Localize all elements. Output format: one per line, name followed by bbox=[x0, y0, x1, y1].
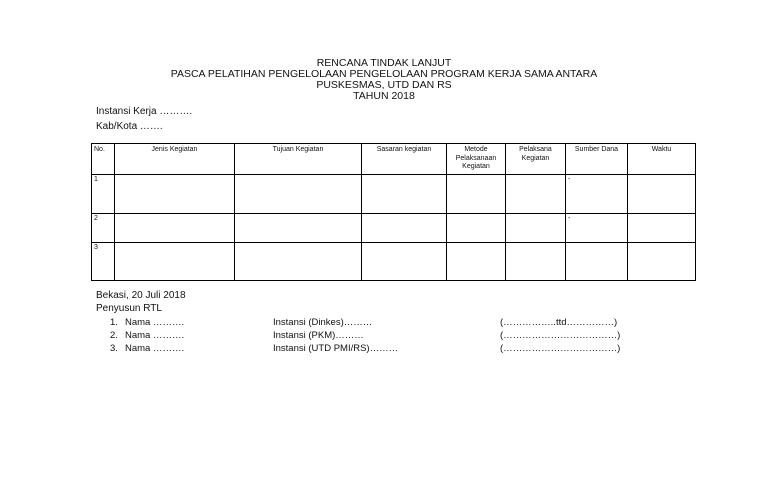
header-no: No. bbox=[92, 144, 115, 175]
cell-waktu bbox=[628, 243, 696, 281]
title-line-2: PASCA PELATIHAN PENGELOLAAN PENGELOLAAN PROGRAM KERJA SAMA ANTARA bbox=[170, 68, 598, 80]
penyusun-label: Penyusun RTL bbox=[96, 302, 162, 314]
signer-instansi: Instansi (UTD PMI/RS)……… bbox=[273, 343, 399, 354]
footer-block bbox=[96, 290, 186, 315]
signer-name: Nama ………. bbox=[125, 317, 185, 328]
place-date: Bekasi, 20 Juli 2018 bbox=[96, 290, 186, 301]
header-tujuan-kegiatan: Tujuan Kegiatan bbox=[235, 144, 362, 175]
cell-tujuan bbox=[235, 243, 362, 281]
cell-tujuan bbox=[235, 175, 362, 214]
signer-signature: (………………………………) bbox=[500, 330, 621, 341]
cell-sasaran bbox=[362, 243, 447, 281]
header-sumber-dana: Sumber Dana bbox=[566, 144, 628, 175]
document-title bbox=[0, 58, 768, 102]
cell-pelaksana bbox=[506, 214, 566, 243]
cell-no: 3 bbox=[92, 243, 115, 281]
signer-instansi: Instansi (PKM)……… bbox=[273, 330, 364, 341]
header-sasaran-kegiatan: Sasaran kegiatan bbox=[362, 144, 447, 175]
title-line-1: RENCANA TINDAK LANJUT bbox=[316, 57, 452, 69]
instansi-kerja-label: Instansi Kerja ………. bbox=[96, 106, 193, 117]
cell-no: 2 bbox=[92, 214, 115, 243]
table-row bbox=[92, 243, 696, 281]
cell-waktu bbox=[628, 175, 696, 214]
meta-block bbox=[96, 104, 192, 134]
table-row bbox=[92, 214, 696, 243]
cell-jenis bbox=[115, 214, 235, 243]
signer-number: 3. bbox=[110, 343, 118, 354]
cell-jenis bbox=[115, 175, 235, 214]
signer-signature: (……………..ttd……………) bbox=[500, 317, 618, 328]
cell-metode bbox=[447, 243, 506, 281]
signer-number: 1. bbox=[110, 317, 118, 328]
signer-row bbox=[110, 330, 621, 343]
signer-number: 2. bbox=[110, 330, 118, 341]
title-line-3: PUSKESMAS, UTD DAN RS bbox=[316, 79, 452, 91]
cell-tujuan bbox=[235, 214, 362, 243]
cell-jenis bbox=[115, 243, 235, 281]
header-metode-pelaksanaan: Metode Pelaksanaan Kegiatan bbox=[447, 144, 506, 175]
cell-metode bbox=[447, 214, 506, 243]
header-pelaksana-kegiatan: Pelaksana Kegiatan bbox=[506, 144, 566, 175]
cell-waktu bbox=[628, 214, 696, 243]
signer-row bbox=[110, 343, 621, 356]
title-line-4: TAHUN 2018 bbox=[353, 90, 415, 102]
cell-sumber: - bbox=[566, 214, 628, 243]
signer-row bbox=[110, 317, 618, 330]
signer-name: Nama ………. bbox=[125, 330, 185, 341]
header-waktu: Waktu bbox=[628, 144, 696, 175]
cell-no: 1 bbox=[92, 175, 115, 214]
cell-pelaksana bbox=[506, 243, 566, 281]
cell-sasaran bbox=[362, 175, 447, 214]
cell-sumber bbox=[566, 243, 628, 281]
kab-kota-label: Kab/Kota ……. bbox=[96, 121, 163, 132]
signer-signature: (………………………………) bbox=[500, 343, 621, 354]
header-jenis-kegiatan: Jenis Kegiatan bbox=[115, 144, 235, 175]
table-header-row bbox=[92, 144, 696, 175]
cell-pelaksana bbox=[506, 175, 566, 214]
signers-list bbox=[110, 317, 621, 356]
cell-sumber: - bbox=[566, 175, 628, 214]
rtl-table bbox=[91, 143, 696, 281]
signer-name: Nama ………. bbox=[125, 343, 185, 354]
cell-metode bbox=[447, 175, 506, 214]
signer-instansi: Instansi (Dinkes)……… bbox=[273, 317, 373, 328]
table-row bbox=[92, 175, 696, 214]
cell-sasaran bbox=[362, 214, 447, 243]
